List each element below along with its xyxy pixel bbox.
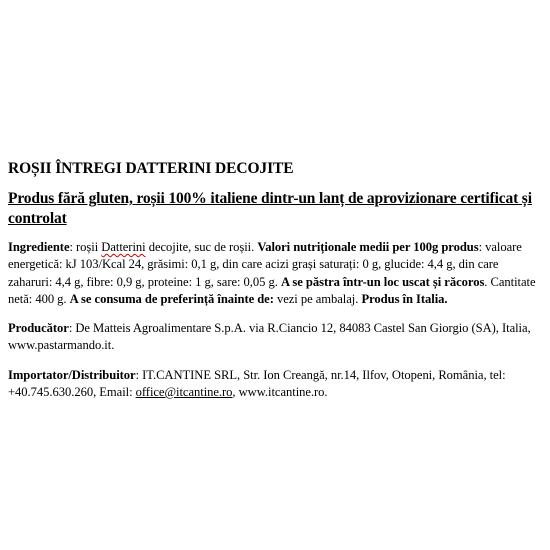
- ingredients-datterini: Datterini: [101, 240, 146, 254]
- net-quantity-text: . Cantitate netă: 400 g.: [8, 274, 536, 306]
- nutrition-text: : valoare energetică: kJ 103/Kcal 24, grăsimi: 0,1 g, din care acizi grași saturați: 0 g, glucide: 4,4 g, din care zaharuri: 4,4 g, fibre: 0,9 g, proteine: 1 g, sare: 0,05 g.: [8, 240, 522, 289]
- importer-paragraph: [8, 367, 542, 402]
- ingredients-text-before: : roșii: [69, 240, 102, 254]
- origin-text: Produs în Italia.: [361, 291, 448, 306]
- producer-text: : De Matteis Agroalimentare S.p.A. via R.Ciancio 12, 84083 Castel San Giorgio (SA), Italia, www.pastarmando.it.: [8, 321, 531, 353]
- importer-text-after: , www.itcantine.ro.: [232, 385, 328, 400]
- product-label: [8, 159, 542, 401]
- ingredients-heading: Ingrediente: [8, 240, 70, 254]
- storage-text: A se păstra într-un loc uscat și răcoros: [280, 274, 485, 289]
- product-subtitle: Produs fără gluten, roșii 100% italiene dintr-un lanț de aprovizionare certificat și controlat: [8, 190, 532, 227]
- best-before-label: A se consuma de preferință înainte de:: [69, 291, 274, 306]
- ingredients-text-after: decojite, suc de roșii.: [145, 240, 258, 254]
- producer-paragraph: [8, 320, 542, 355]
- producer-label: Producător: [8, 321, 69, 336]
- importer-label: Importator/Distribuitor: [8, 367, 136, 382]
- importer-text-before: : IT.CANTINE SRL, Str. Ion Creangă, nr.14, Ilfov, Otopeni, România, tel: +40.745.630.260, Email:: [8, 367, 506, 400]
- best-before-value: vezi pe ambalaj.: [273, 291, 362, 306]
- ingredients-paragraph: [8, 239, 542, 308]
- product-title: ROȘII ÎNTREGI DATTERINI DECOJITE: [8, 160, 294, 177]
- importer-email-link[interactable]: office@itcantine.ro: [135, 385, 233, 400]
- nutrition-heading: Valori nutriționale medii per 100g produs: [257, 240, 479, 254]
